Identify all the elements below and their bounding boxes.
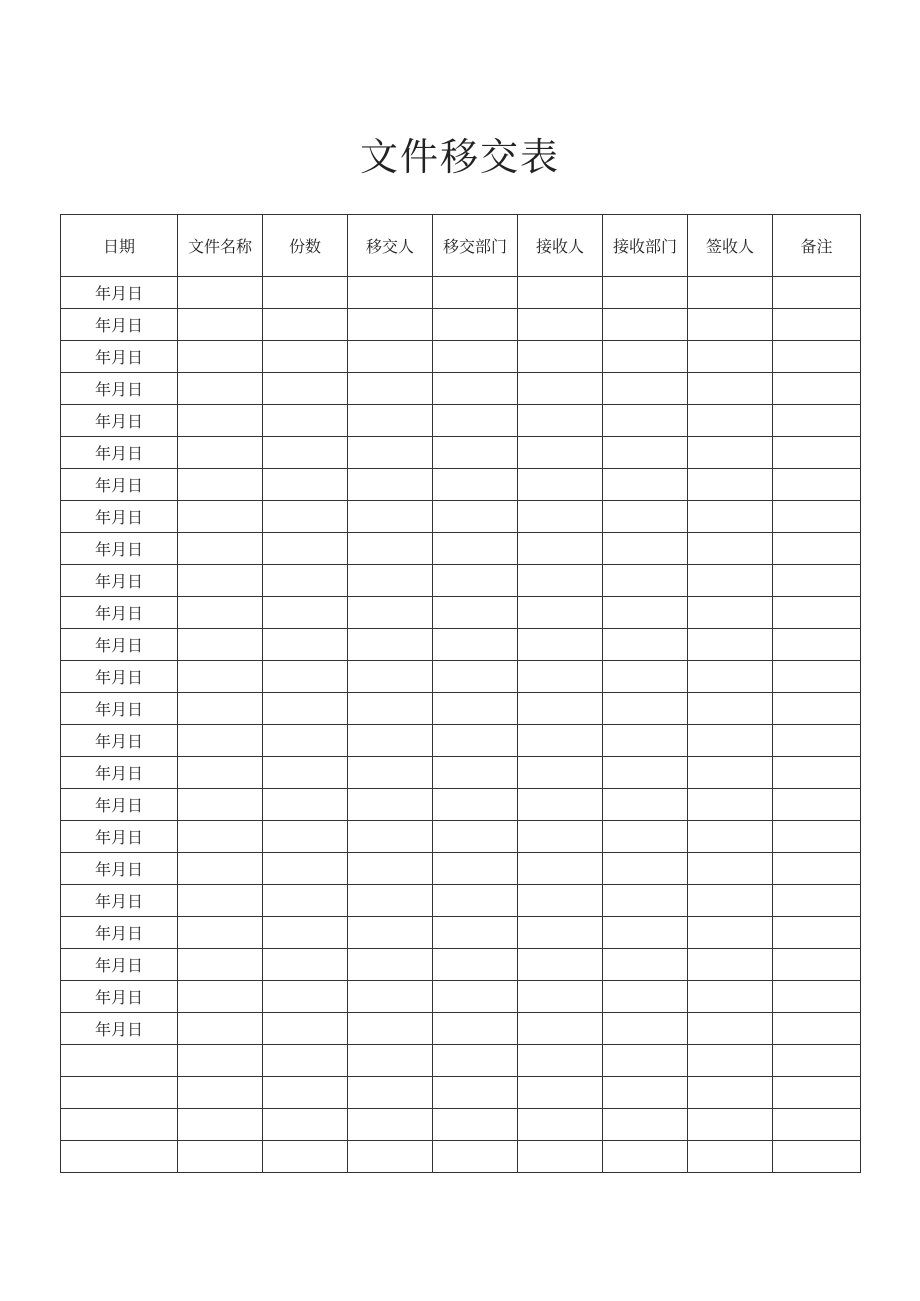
table-cell[interactable] xyxy=(603,1077,688,1109)
table-cell[interactable] xyxy=(263,1109,348,1141)
table-row xyxy=(61,469,861,501)
date-cell[interactable]: 年月日 xyxy=(61,501,178,533)
table-cell[interactable] xyxy=(178,1141,263,1173)
table-cell[interactable] xyxy=(348,469,433,501)
header-row xyxy=(61,215,861,277)
table-cell[interactable] xyxy=(773,501,861,533)
table-cell[interactable] xyxy=(433,949,518,981)
table-row xyxy=(61,1109,861,1141)
date-cell[interactable]: 年月日 xyxy=(61,309,178,341)
table-cell[interactable] xyxy=(603,373,688,405)
table-cell[interactable] xyxy=(518,501,603,533)
table-cell[interactable] xyxy=(773,821,861,853)
table-cell[interactable] xyxy=(603,885,688,917)
table-cell[interactable] xyxy=(348,693,433,725)
column-header: 移交人 xyxy=(348,215,433,277)
table-cell[interactable] xyxy=(603,1045,688,1077)
table-row xyxy=(61,1077,861,1109)
table-cell[interactable] xyxy=(518,757,603,789)
table-cell[interactable] xyxy=(348,725,433,757)
table-cell[interactable] xyxy=(178,725,263,757)
table-cell[interactable] xyxy=(603,661,688,693)
table-cell[interactable] xyxy=(603,757,688,789)
table-cell[interactable] xyxy=(603,693,688,725)
table-cell[interactable] xyxy=(773,949,861,981)
table-cell[interactable] xyxy=(263,309,348,341)
table-cell[interactable] xyxy=(688,917,773,949)
table-cell[interactable] xyxy=(518,373,603,405)
table-cell[interactable] xyxy=(433,1077,518,1109)
table-row xyxy=(61,853,861,885)
table-cell[interactable] xyxy=(773,309,861,341)
table-row xyxy=(61,821,861,853)
table-cell[interactable] xyxy=(773,341,861,373)
table-cell[interactable] xyxy=(433,277,518,309)
table-cell[interactable] xyxy=(348,533,433,565)
table-row xyxy=(61,981,861,1013)
table-cell[interactable] xyxy=(603,1109,688,1141)
table-cell[interactable] xyxy=(433,501,518,533)
column-header: 份数 xyxy=(263,215,348,277)
table-cell[interactable] xyxy=(518,1109,603,1141)
table-cell[interactable] xyxy=(348,341,433,373)
table-cell[interactable] xyxy=(433,373,518,405)
table-row xyxy=(61,597,861,629)
table-cell[interactable] xyxy=(603,437,688,469)
table-cell[interactable] xyxy=(348,1013,433,1045)
table-cell[interactable] xyxy=(263,789,348,821)
table-cell[interactable] xyxy=(603,949,688,981)
table-cell[interactable] xyxy=(688,565,773,597)
table-cell[interactable] xyxy=(773,1109,861,1141)
table-cell[interactable] xyxy=(433,565,518,597)
table-cell[interactable] xyxy=(263,693,348,725)
table-row xyxy=(61,1141,861,1173)
table-cell[interactable] xyxy=(518,469,603,501)
date-cell[interactable]: 年月日 xyxy=(61,661,178,693)
table-cell[interactable] xyxy=(178,1077,263,1109)
table-cell[interactable] xyxy=(603,277,688,309)
table-cell[interactable] xyxy=(603,821,688,853)
table-cell[interactable] xyxy=(603,565,688,597)
table-cell[interactable] xyxy=(178,981,263,1013)
date-cell[interactable]: 年月日 xyxy=(61,1013,178,1045)
table-cell[interactable] xyxy=(263,661,348,693)
table-cell[interactable] xyxy=(518,789,603,821)
table-cell[interactable] xyxy=(178,469,263,501)
table-cell[interactable] xyxy=(603,725,688,757)
table-cell[interactable] xyxy=(688,725,773,757)
table-cell[interactable] xyxy=(178,405,263,437)
table-row xyxy=(61,341,861,373)
table-cell[interactable] xyxy=(178,853,263,885)
table-cell[interactable] xyxy=(263,277,348,309)
table-cell[interactable] xyxy=(433,885,518,917)
table-cell[interactable] xyxy=(518,1045,603,1077)
table-cell[interactable] xyxy=(773,757,861,789)
table-cell[interactable] xyxy=(178,757,263,789)
table-row xyxy=(61,693,861,725)
table-cell[interactable] xyxy=(348,277,433,309)
table-cell[interactable] xyxy=(263,405,348,437)
table-cell[interactable] xyxy=(773,1077,861,1109)
table-cell[interactable] xyxy=(263,981,348,1013)
table-cell[interactable] xyxy=(518,1077,603,1109)
table-cell[interactable] xyxy=(688,981,773,1013)
table-cell[interactable] xyxy=(433,597,518,629)
table-cell[interactable] xyxy=(603,405,688,437)
table-cell[interactable] xyxy=(518,597,603,629)
table-cell[interactable] xyxy=(263,597,348,629)
date-cell[interactable]: 年月日 xyxy=(61,693,178,725)
date-cell[interactable]: 年月日 xyxy=(61,469,178,501)
date-cell[interactable]: 年月日 xyxy=(61,341,178,373)
table-cell[interactable] xyxy=(433,341,518,373)
table-cell[interactable] xyxy=(178,1109,263,1141)
table-cell[interactable] xyxy=(688,853,773,885)
table-cell[interactable] xyxy=(603,501,688,533)
table-cell[interactable] xyxy=(263,949,348,981)
table-cell[interactable] xyxy=(178,693,263,725)
table-cell[interactable] xyxy=(688,1045,773,1077)
table-cell[interactable] xyxy=(263,629,348,661)
table-cell[interactable] xyxy=(433,853,518,885)
column-header: 日期 xyxy=(61,215,178,277)
table-row xyxy=(61,917,861,949)
table-cell[interactable] xyxy=(433,725,518,757)
table-cell[interactable] xyxy=(688,469,773,501)
table-cell[interactable] xyxy=(773,437,861,469)
table-cell[interactable] xyxy=(773,789,861,821)
table-cell[interactable] xyxy=(688,277,773,309)
table-row xyxy=(61,405,861,437)
date-cell[interactable]: 年月日 xyxy=(61,533,178,565)
column-header: 文件名称 xyxy=(178,215,263,277)
table-cell[interactable] xyxy=(433,1109,518,1141)
table-cell[interactable] xyxy=(688,693,773,725)
date-cell[interactable]: 年月日 xyxy=(61,725,178,757)
table-cell[interactable] xyxy=(688,437,773,469)
table-row xyxy=(61,373,861,405)
table-cell[interactable] xyxy=(263,821,348,853)
table-cell[interactable] xyxy=(178,1013,263,1045)
table-cell[interactable] xyxy=(518,1013,603,1045)
table-cell[interactable] xyxy=(518,341,603,373)
date-cell[interactable]: 年月日 xyxy=(61,629,178,661)
table-cell[interactable] xyxy=(263,1045,348,1077)
table-cell[interactable] xyxy=(773,853,861,885)
table-cell[interactable] xyxy=(348,981,433,1013)
table-cell[interactable] xyxy=(348,885,433,917)
table-cell[interactable] xyxy=(688,501,773,533)
table-cell[interactable] xyxy=(433,1141,518,1173)
table-cell[interactable] xyxy=(603,341,688,373)
table-cell[interactable] xyxy=(178,949,263,981)
date-cell[interactable]: 年月日 xyxy=(61,981,178,1013)
date-cell[interactable] xyxy=(61,1045,178,1077)
table-cell[interactable] xyxy=(688,949,773,981)
table-cell[interactable] xyxy=(688,1141,773,1173)
date-cell[interactable]: 年月日 xyxy=(61,437,178,469)
table-cell[interactable] xyxy=(433,789,518,821)
table-cell[interactable] xyxy=(178,661,263,693)
table-cell[interactable] xyxy=(603,533,688,565)
table-cell[interactable] xyxy=(688,341,773,373)
table-cell[interactable] xyxy=(348,1109,433,1141)
table-row xyxy=(61,501,861,533)
table-cell[interactable] xyxy=(263,1077,348,1109)
table-cell[interactable] xyxy=(178,597,263,629)
table-cell[interactable] xyxy=(348,597,433,629)
table-cell[interactable] xyxy=(178,501,263,533)
table-cell[interactable] xyxy=(433,917,518,949)
table-cell[interactable] xyxy=(603,1013,688,1045)
table-cell[interactable] xyxy=(178,821,263,853)
table-cell[interactable] xyxy=(348,405,433,437)
table-cell[interactable] xyxy=(603,981,688,1013)
table-cell[interactable] xyxy=(433,469,518,501)
table-cell[interactable] xyxy=(433,405,518,437)
column-header: 移交部门 xyxy=(433,215,518,277)
table-cell[interactable] xyxy=(773,693,861,725)
table-cell[interactable] xyxy=(773,597,861,629)
date-cell[interactable]: 年月日 xyxy=(61,949,178,981)
table-cell[interactable] xyxy=(433,757,518,789)
table-cell[interactable] xyxy=(518,917,603,949)
table-row xyxy=(61,757,861,789)
table-cell[interactable] xyxy=(518,981,603,1013)
table-cell[interactable] xyxy=(603,853,688,885)
table-cell[interactable] xyxy=(603,917,688,949)
table-cell[interactable] xyxy=(773,885,861,917)
table-cell[interactable] xyxy=(518,277,603,309)
table-cell[interactable] xyxy=(348,309,433,341)
table-cell[interactable] xyxy=(603,597,688,629)
table-cell[interactable] xyxy=(178,629,263,661)
column-header: 接收部门 xyxy=(603,215,688,277)
table-cell[interactable] xyxy=(178,789,263,821)
date-cell[interactable]: 年月日 xyxy=(61,405,178,437)
table-cell[interactable] xyxy=(433,1045,518,1077)
table-cell[interactable] xyxy=(178,373,263,405)
table-cell[interactable] xyxy=(773,277,861,309)
date-cell[interactable]: 年月日 xyxy=(61,277,178,309)
table-cell[interactable] xyxy=(603,309,688,341)
date-cell[interactable]: 年月日 xyxy=(61,885,178,917)
table-cell[interactable] xyxy=(773,1141,861,1173)
date-cell[interactable]: 年月日 xyxy=(61,917,178,949)
table-cell[interactable] xyxy=(773,629,861,661)
table-row xyxy=(61,949,861,981)
table-cell[interactable] xyxy=(688,821,773,853)
table-cell[interactable] xyxy=(688,661,773,693)
table-cell[interactable] xyxy=(263,725,348,757)
table-cell[interactable] xyxy=(263,373,348,405)
table-cell[interactable] xyxy=(433,661,518,693)
table-cell[interactable] xyxy=(688,1013,773,1045)
table-cell[interactable] xyxy=(773,533,861,565)
date-cell[interactable] xyxy=(61,1109,178,1141)
table-cell[interactable] xyxy=(688,309,773,341)
table-cell[interactable] xyxy=(773,1045,861,1077)
table-cell[interactable] xyxy=(688,405,773,437)
table-cell[interactable] xyxy=(688,789,773,821)
table-cell[interactable] xyxy=(178,277,263,309)
table-cell[interactable] xyxy=(178,917,263,949)
table-cell[interactable] xyxy=(178,533,263,565)
table-cell[interactable] xyxy=(688,885,773,917)
table-row xyxy=(61,1045,861,1077)
table-cell[interactable] xyxy=(518,309,603,341)
date-cell[interactable]: 年月日 xyxy=(61,789,178,821)
table-cell[interactable] xyxy=(263,533,348,565)
table-body xyxy=(61,277,861,1173)
table-cell[interactable] xyxy=(603,789,688,821)
table-cell[interactable] xyxy=(348,661,433,693)
date-cell[interactable]: 年月日 xyxy=(61,373,178,405)
table-cell[interactable] xyxy=(688,629,773,661)
table-cell[interactable] xyxy=(178,1045,263,1077)
table-cell[interactable] xyxy=(773,725,861,757)
table-cell[interactable] xyxy=(433,821,518,853)
table-cell[interactable] xyxy=(348,853,433,885)
date-cell[interactable] xyxy=(61,1077,178,1109)
table-cell[interactable] xyxy=(518,885,603,917)
table-cell[interactable] xyxy=(263,757,348,789)
table-row xyxy=(61,437,861,469)
column-header: 签收人 xyxy=(688,215,773,277)
table-cell[interactable] xyxy=(433,309,518,341)
table-cell[interactable] xyxy=(348,565,433,597)
table-row xyxy=(61,565,861,597)
table-cell[interactable] xyxy=(518,853,603,885)
table-cell[interactable] xyxy=(773,917,861,949)
date-cell[interactable]: 年月日 xyxy=(61,821,178,853)
date-cell[interactable]: 年月日 xyxy=(61,597,178,629)
table-cell[interactable] xyxy=(348,629,433,661)
table-cell[interactable] xyxy=(688,533,773,565)
table-cell[interactable] xyxy=(603,1141,688,1173)
page-title: 文件移交表 xyxy=(359,135,560,179)
table-cell[interactable] xyxy=(518,1141,603,1173)
table-cell[interactable] xyxy=(433,437,518,469)
table-cell[interactable] xyxy=(263,437,348,469)
table-cell[interactable] xyxy=(773,981,861,1013)
table-row xyxy=(61,725,861,757)
table-cell[interactable] xyxy=(178,309,263,341)
table-cell[interactable] xyxy=(263,469,348,501)
table-row xyxy=(61,661,861,693)
table-cell[interactable] xyxy=(178,341,263,373)
table-cell[interactable] xyxy=(348,437,433,469)
table-cell[interactable] xyxy=(518,533,603,565)
table-cell[interactable] xyxy=(348,789,433,821)
table-cell[interactable] xyxy=(178,885,263,917)
table-cell[interactable] xyxy=(688,1077,773,1109)
table-cell[interactable] xyxy=(263,1013,348,1045)
table-cell[interactable] xyxy=(688,1109,773,1141)
date-cell[interactable] xyxy=(61,1141,178,1173)
table-cell[interactable] xyxy=(518,949,603,981)
table-cell[interactable] xyxy=(688,373,773,405)
table-cell[interactable] xyxy=(263,501,348,533)
table-cell[interactable] xyxy=(178,565,263,597)
table-row xyxy=(61,1013,861,1045)
table-cell[interactable] xyxy=(348,501,433,533)
table-cell[interactable] xyxy=(518,437,603,469)
table-cell[interactable] xyxy=(348,373,433,405)
table-cell[interactable] xyxy=(348,917,433,949)
column-header: 备注 xyxy=(773,215,861,277)
table-cell[interactable] xyxy=(773,373,861,405)
table-cell[interactable] xyxy=(263,853,348,885)
column-header: 接收人 xyxy=(518,215,603,277)
date-cell[interactable]: 年月日 xyxy=(61,757,178,789)
table-row xyxy=(61,309,861,341)
table-cell[interactable] xyxy=(433,1013,518,1045)
table-row xyxy=(61,789,861,821)
table-cell[interactable] xyxy=(433,693,518,725)
table-row xyxy=(61,629,861,661)
table-cell[interactable] xyxy=(433,629,518,661)
table-cell[interactable] xyxy=(348,949,433,981)
table-cell[interactable] xyxy=(773,661,861,693)
table-cell[interactable] xyxy=(518,661,603,693)
table-cell[interactable] xyxy=(603,469,688,501)
table-cell[interactable] xyxy=(773,1013,861,1045)
table-cell[interactable] xyxy=(263,565,348,597)
table-row xyxy=(61,533,861,565)
table-cell[interactable] xyxy=(518,565,603,597)
table-cell[interactable] xyxy=(518,821,603,853)
table-cell[interactable] xyxy=(263,917,348,949)
table-cell[interactable] xyxy=(688,757,773,789)
table-cell[interactable] xyxy=(603,629,688,661)
table-cell[interactable] xyxy=(263,885,348,917)
table-cell[interactable] xyxy=(348,757,433,789)
table-cell[interactable] xyxy=(348,1077,433,1109)
table-cell[interactable] xyxy=(433,981,518,1013)
table-cell[interactable] xyxy=(773,565,861,597)
date-cell[interactable]: 年月日 xyxy=(61,565,178,597)
table-cell[interactable] xyxy=(348,821,433,853)
table-row xyxy=(61,885,861,917)
table-cell[interactable] xyxy=(688,597,773,629)
table-cell[interactable] xyxy=(773,405,861,437)
table-cell[interactable] xyxy=(773,469,861,501)
table-cell[interactable] xyxy=(518,405,603,437)
table-cell[interactable] xyxy=(178,437,263,469)
date-cell[interactable]: 年月日 xyxy=(61,853,178,885)
table-cell[interactable] xyxy=(263,1141,348,1173)
table-row xyxy=(61,277,861,309)
transfer-table xyxy=(60,214,861,1173)
table-cell[interactable] xyxy=(518,693,603,725)
table-cell[interactable] xyxy=(433,533,518,565)
table-cell[interactable] xyxy=(263,341,348,373)
table-cell[interactable] xyxy=(518,629,603,661)
table-cell[interactable] xyxy=(348,1045,433,1077)
table-cell[interactable] xyxy=(518,725,603,757)
table-cell[interactable] xyxy=(348,1141,433,1173)
